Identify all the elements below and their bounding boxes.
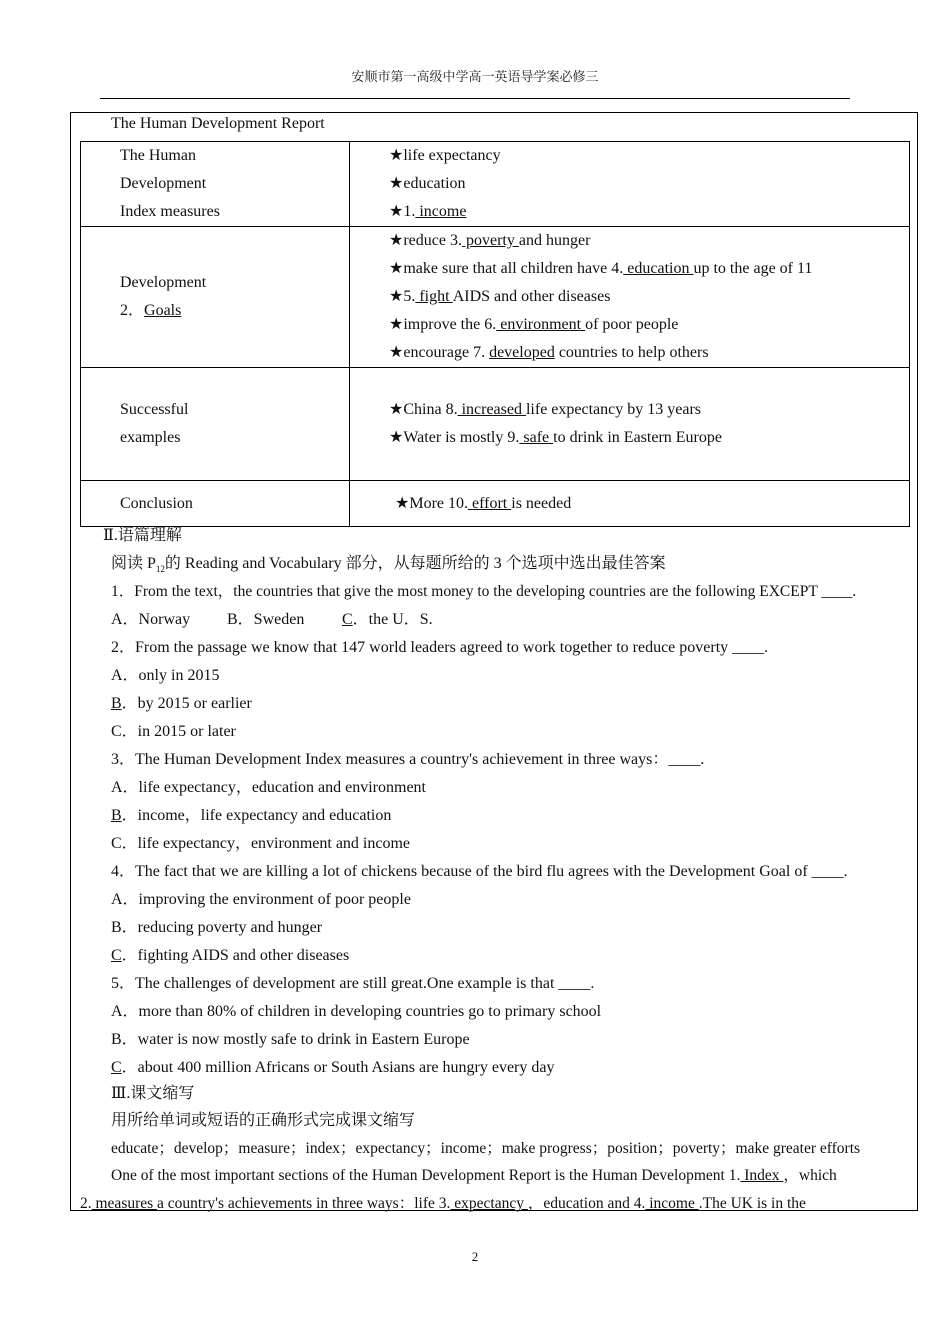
row1-label-line2: Development — [120, 175, 207, 192]
q5-option-b: B．water is now mostly safe to drink in Eastern Europe — [111, 1031, 470, 1048]
q3-option-c: C．life expectancy，environment and income — [111, 835, 411, 852]
summary-answer-4: income — [645, 1195, 699, 1212]
summary-line-1: One of the most important sections of the Human Development Report is the Human Development 1. Index ，which — [111, 1167, 837, 1184]
row1-label-line3: Index measures — [120, 203, 220, 220]
row2-label-line1: Development — [120, 274, 207, 291]
word-bank: educate；develop；measure；index；expectancy；income；make progress；position；poverty；make greater efforts — [111, 1140, 861, 1157]
q2-option-a: A．only in 2015 — [111, 667, 220, 684]
report-title: The Human Development Report — [111, 115, 325, 132]
row3-label-line2: examples — [120, 429, 181, 446]
answer-3: poverty — [461, 232, 519, 249]
q1-option-b: B．Sweden — [227, 611, 305, 628]
answer-9: safe — [519, 429, 554, 446]
q3-option-b: B．income，life expectancy and education — [111, 807, 392, 824]
q5-option-a: A．more than 80% of children in developing countries go to primary school — [111, 1003, 602, 1020]
question-2: 2．From the passage we know that 147 world leaders agreed to work together to reduce poverty ____. — [111, 639, 769, 656]
row1-item-3: ★1. income — [389, 203, 467, 220]
q3-option-a: A．life expectancy，education and environment — [111, 779, 426, 796]
answer-1: income — [415, 203, 467, 220]
q1-option-c: C．the U．S. — [342, 611, 433, 628]
table-row — [81, 142, 910, 227]
summary-answer-3: expectancy — [450, 1195, 528, 1212]
row4-item: ★More 10. effort is needed — [395, 494, 572, 512]
section3-instruction: 用所给单词或短语的正确形式完成课文缩写 — [111, 1112, 416, 1129]
q5-option-c: C．about 400 million Africans or South Asians are hungry every day — [111, 1059, 555, 1076]
summary-answer-1: Index — [740, 1167, 784, 1184]
row2-item-2: ★make sure that all children have 4. education up to the age of 11 — [389, 260, 813, 277]
row1-item-1: ★life expectancy — [389, 147, 501, 164]
section2-title: Ⅱ.语篇理解 — [103, 527, 182, 544]
table-row — [81, 368, 910, 481]
section2-instruction: 阅读 $P_{12}$的 Reading and Vocabulary 部分，从每题所给的 3 个选项中选出最佳答案 — [111, 555, 666, 575]
row2-item-5: ★encourage 7. developed countries to help others — [389, 344, 709, 361]
row2-item-3: ★5. fight AIDS and other diseases — [389, 288, 611, 305]
row4-label: Conclusion — [120, 494, 193, 512]
row2-item-4: ★improve the 6. environment of poor people — [389, 316, 679, 333]
q2-option-b: B．by 2015 or earlier — [111, 695, 252, 712]
row1-label-line1: The Human — [120, 147, 196, 164]
row3-item-2: ★Water is mostly 9. safe to drink in Eastern Europe — [389, 429, 722, 446]
q4-option-a: A．improving the environment of poor people — [111, 891, 411, 908]
row3-label-line1: Successful — [120, 401, 189, 418]
answer-4: education — [623, 260, 694, 277]
answer-7: developed — [489, 344, 555, 361]
row3-item-1: ★China 8. increased life expectancy by 13 years — [389, 401, 701, 418]
page-number: 2 — [471, 1249, 479, 1264]
answer-8: increased — [457, 401, 526, 418]
question-3: 3．The Human Development Index measures a country's achievement in three ways：____. — [111, 751, 705, 768]
table-row — [81, 227, 910, 368]
answer-6: environment — [496, 316, 586, 333]
page-header: 安顺市第一高级中学高一英语导学案必修三 — [351, 69, 599, 84]
answer-2: Goals — [144, 302, 182, 319]
header-rule — [100, 98, 850, 99]
q4-option-c: C．fighting AIDS and other diseases — [111, 947, 350, 964]
summary-answer-2: measures — [91, 1195, 158, 1212]
row1-item-2: ★education — [389, 175, 466, 192]
answer-5: fight — [415, 288, 453, 305]
q1-option-a: A．Norway — [111, 611, 191, 628]
table-row — [81, 481, 910, 527]
row2-label-line2: 2．Goals — [120, 302, 182, 319]
question-1: 1．From the text，the countries that give the most money to the developing countries are the following EXCEPT ____. — [111, 583, 857, 600]
row2-item-1: ★reduce 3. poverty and hunger — [389, 232, 591, 249]
section3-title: Ⅲ.课文缩写 — [111, 1085, 195, 1102]
question-4: 4．The fact that we are killing a lot of chickens because of the bird flu agrees with the Development Goal of ____. — [111, 863, 848, 880]
q4-option-b: B．reducing poverty and hunger — [111, 919, 323, 936]
summary-line-2: 2. measures a country's achievements in three ways：life 3. expectancy ，education and 4. income .The UK is in the — [80, 1195, 806, 1212]
q2-option-c: C．in 2015 or later — [111, 723, 236, 740]
question-5: 5．The challenges of development are still great.One example is that ____. — [111, 975, 595, 992]
report-table — [80, 141, 910, 527]
answer-10: effort — [468, 494, 512, 512]
